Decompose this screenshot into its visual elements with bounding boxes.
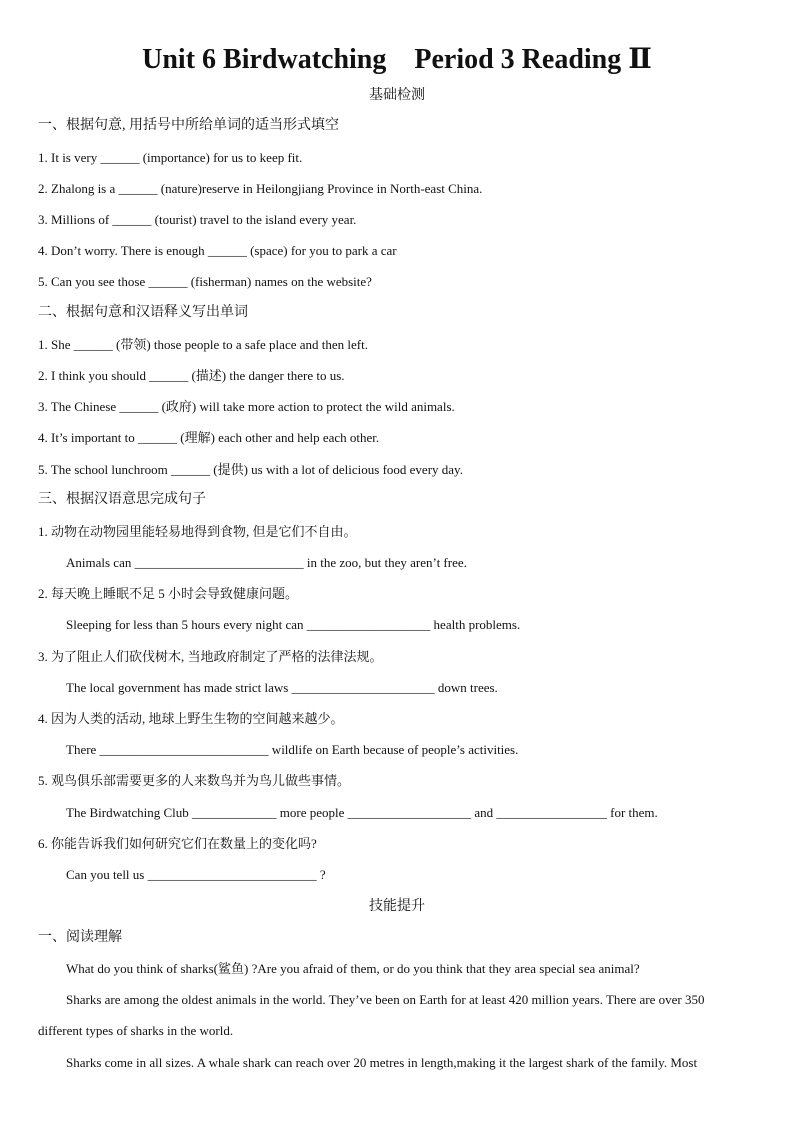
reading-paragraph-2-line-2: different types of sharks in the world. <box>38 1023 234 1038</box>
part3-chinese-prompt: 5. 观鸟俱乐部需要更多的人来数鸟并为鸟儿做些事情。 <box>38 773 351 788</box>
reading-paragraph-3: Sharks come in all sizes. A whale shark can reach over 20 metres in length,making it the largest shark of the family. Most <box>66 1055 698 1070</box>
section-skill-heading: 技能提升 <box>369 899 425 914</box>
part1-item: 2. Zhalong is a ______ (nature)reserve in Heilongjiang Province in North-east China. <box>38 181 483 196</box>
part3-english-sentence: Animals can __________________________ in the zoo, but they aren’t free. <box>66 555 467 570</box>
part1-item: 1. It is very ______ (importance) for us to keep fit. <box>38 150 303 165</box>
part3-english-sentence: The local government has made strict laws ______________________ down trees. <box>66 680 498 695</box>
part2-item: 5. The school lunchroom ______ (提供) us with a lot of delicious food every day. <box>38 462 463 477</box>
reading-heading: 一、阅读理解 <box>38 930 122 945</box>
part1-item: 5. Can you see those ______ (fisherman) names on the website? <box>38 274 372 289</box>
part1-heading: 一、根据句意, 用括号中所给单词的适当形式填空 <box>38 118 339 133</box>
part3-chinese-prompt: 2. 每天晚上睡眠不足 5 小时会导致健康问题。 <box>38 586 299 601</box>
part1-item: 4. Don’t worry. There is enough ______ (space) for you to park a car <box>38 243 397 258</box>
part3-chinese-prompt: 4. 因为人类的活动, 地球上野生生物的空间越来越少。 <box>38 711 344 726</box>
part3-english-sentence: Can you tell us __________________________ ? <box>66 867 326 882</box>
part3-heading: 三、根据汉语意思完成句子 <box>38 492 206 507</box>
part2-heading: 二、根据句意和汉语释义写出单词 <box>38 305 248 320</box>
part2-item: 4. It’s important to ______ (理解) each other and help each other. <box>38 430 380 445</box>
part1-item: 3. Millions of ______ (tourist) travel to the island every year. <box>38 212 357 227</box>
part3-english-sentence: There __________________________ wildlife on Earth because of people’s activities. <box>66 742 519 757</box>
reading-paragraph-1: What do you think of sharks(鲨鱼) ?Are you afraid of them, or do you think that they area special sea animal? <box>66 961 640 976</box>
part3-english-sentence: Sleeping for less than 5 hours every night can ___________________ health problems. <box>66 617 521 632</box>
part2-item: 1. She ______ (带领) those people to a safe place and then left. <box>38 337 368 352</box>
part3-chinese-prompt: 6. 你能告诉我们如何研究它们在数量上的变化吗? <box>38 836 317 851</box>
page-title: Unit 6 Birdwatching Period 3 Reading Ⅱ <box>142 44 652 75</box>
part3-chinese-prompt: 1. 动物在动物园里能轻易地得到食物, 但是它们不自由。 <box>38 524 357 539</box>
part2-item: 3. The Chinese ______ (政府) will take more action to protect the wild animals. <box>38 399 455 414</box>
section-basic-heading: 基础检测 <box>369 88 425 103</box>
reading-paragraph-2-line-1: Sharks are among the oldest animals in the world. They’ve been on Earth for at least 420 million years. There are over 350 <box>66 992 705 1007</box>
part3-english-sentence: The Birdwatching Club _____________ more people ___________________ and _________________ for them. <box>66 805 658 820</box>
part2-item: 2. I think you should ______ (描述) the danger there to us. <box>38 368 345 383</box>
part3-chinese-prompt: 3. 为了阻止人们砍伐树木, 当地政府制定了严格的法律法规。 <box>38 649 383 664</box>
